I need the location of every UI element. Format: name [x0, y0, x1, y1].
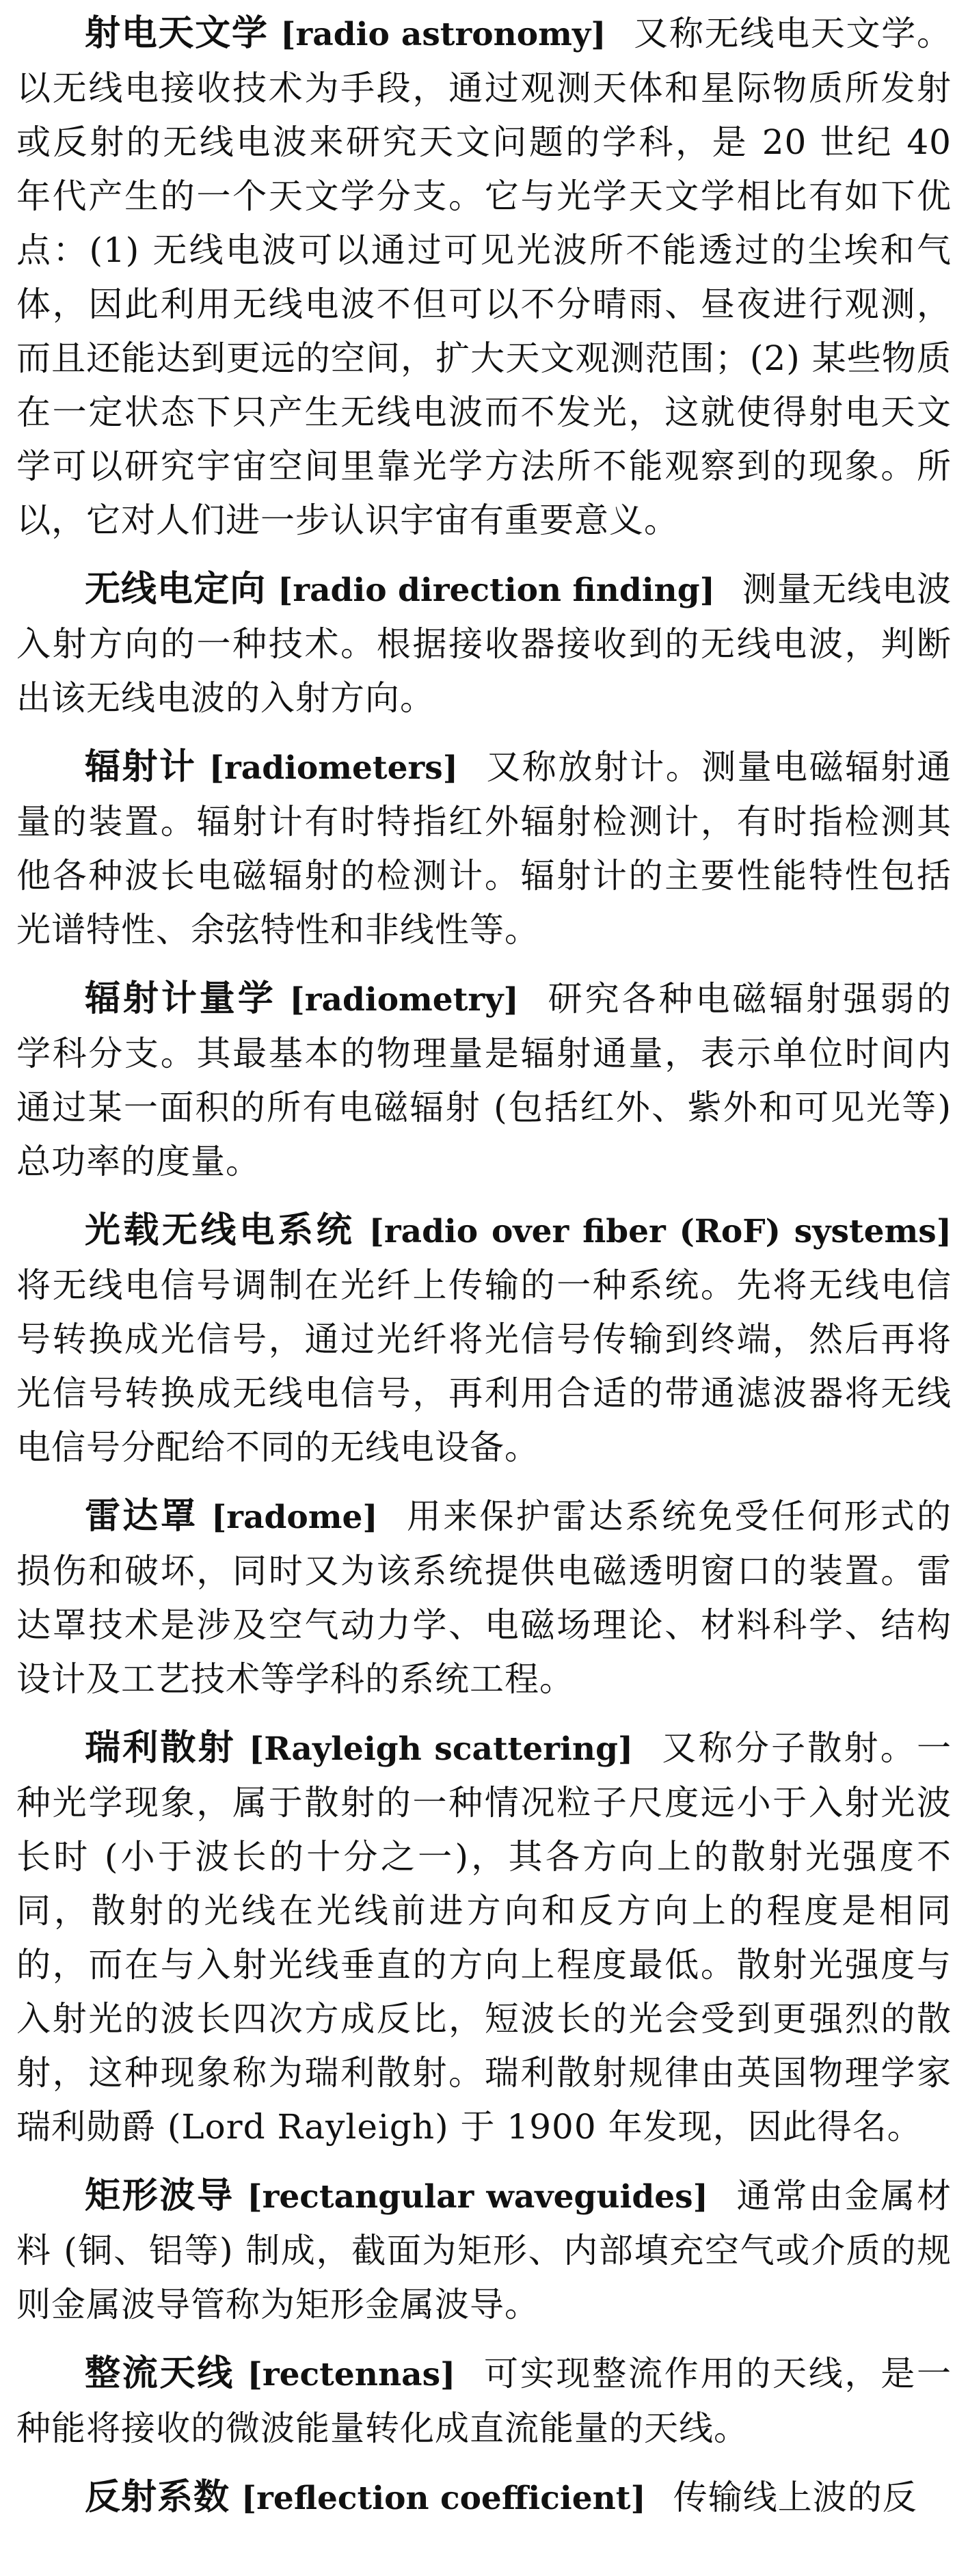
entry-rectangular-waveguides — [16, 2169, 952, 2332]
entry-english-term: [radome] — [211, 1499, 378, 1536]
entry-radio-astronomy — [16, 7, 952, 548]
entry-term: 光载无线电系统 — [85, 1210, 355, 1251]
entry-term: 射电天文学 — [85, 13, 269, 54]
entry-radome — [16, 1490, 952, 1706]
entry-term: 瑞利散射 — [85, 1728, 236, 1769]
entry-term: 辐射计量学 — [85, 978, 276, 1019]
entry-definition: 测量无线电波入射方向的一种技术。根据接收器接收到的无线电波，判断出该无线电波的入射方向。 — [16, 569, 952, 718]
entry-term: 反射系数 — [85, 2477, 230, 2518]
entry-english-term: [radiometry] — [289, 981, 519, 1019]
entry-english-term: [Rayleigh scattering] — [249, 1730, 634, 1768]
entry-term: 雷达罩 — [85, 1496, 198, 1537]
entry-definition: 研究各种电磁辐射强弱的学科分支。其最基本的物理量是辐射通量，表示单位时间内通过某一面积的所有电磁辐射 (包括红外、紫外和可见光等) 总功率的度量。 — [16, 979, 952, 1181]
entry-definition: 可实现整流作用的天线，是一种能将接收的微波能量转化成直流能量的天线。 — [16, 2354, 952, 2448]
entry-definition: 又称分子散射。一种光学现象，属于散射的一种情况粒子尺度远小于入射光波长时 (小于波长的十分之一)，其各方向上的散射光强度不同，散射的光线在光线前进方向和反方向上的程度是相同的，而在与入射光线垂直的方向上程度最低。散射光强度与入射光的波长四次方成反比，短波长的光会受到更强烈的散射，这种现象称为瑞利散射。瑞利散射规律由英国物理学家瑞利勋爵 (Lord Rayleigh) 于 1900 年发现，因此得名。 — [16, 1728, 952, 2147]
entry-radiometry — [16, 972, 952, 1189]
entry-radiometers — [16, 740, 952, 957]
entry-term: 整流天线 — [85, 2353, 234, 2394]
entry-english-term: [reflection coefficient] — [241, 2480, 646, 2517]
entry-english-term: [radiometers] — [209, 749, 458, 787]
entry-radio-over-fiber — [16, 1204, 952, 1475]
entry-definition: 通常由金属材料 (铜、铝等) 制成，截面为矩形、内部填充空气或介质的规则金属波导管称为矩形金属波导。 — [16, 2176, 952, 2324]
entry-english-term: [radio over fiber (RoF) systems] — [368, 1213, 952, 1250]
entry-definition: 将无线电信号调制在光纤上传输的一种系统。先将无线电信号转换成光信号，通过光纤将光信号传输到终端，然后再将光信号转换成无线电信号，再利用合适的带通滤波器将无线电信号分配给不同的无线电设备。 — [16, 1265, 952, 1467]
entry-definition: 又称放射计。测量电磁辐射通量的装置。辐射计有时特指红外辐射检测计，有时指检测其他各种波长电磁辐射的检测计。辐射计的主要性能特性包括光谱特性、余弦特性和非线性等。 — [16, 747, 952, 950]
entry-rectennas — [16, 2347, 952, 2456]
entry-reflection-coefficient — [16, 2471, 952, 2525]
entry-definition: 传输线上波的反 — [673, 2478, 917, 2517]
entry-english-term: [radio astronomy] — [280, 16, 606, 53]
entry-definition: 又称无线电天文学。以无线电接收技术为手段，通过观测天体和星际物质所发射或反射的无线电波来研究天文问题的学科，是 20 世纪 40 年代产生的一个天文学分支。它与光学天文学相比有如下优点：(1) 无线电波可以通过可见光波所不能透过的尘埃和气体，因此利用无线电波不但可以不分晴雨、昼夜进行观测，而且还能达到更远的空间，扩大天文观测范围；(2) 某些物质在一定状态下只产生无线电波而不发光，这就使得射电天文学可以研究宇宙空间里靠光学方法所不能观察到的现象。所以，它对人们进一步认识宇宙有重要意义。 — [16, 14, 952, 540]
entry-term: 矩形波导 — [85, 2175, 234, 2216]
entry-english-term: [rectangular waveguides] — [247, 2178, 708, 2216]
entry-rayleigh-scattering — [16, 1721, 952, 2154]
entry-definition: 用来保护雷达系统免受任何形式的损伤和破坏，同时又为该系统提供电磁透明窗口的装置。雷达罩技术是涉及空气动力学、电磁场理论、材料科学、结构设计及工艺技术等学科的系统工程。 — [16, 1497, 952, 1699]
entry-english-term: [rectennas] — [247, 2356, 456, 2393]
entry-term: 辐射计 — [85, 747, 197, 788]
entry-radio-direction-finding — [16, 563, 952, 725]
entry-term: 无线电定向 — [85, 569, 267, 610]
entry-english-term: [radio direction finding] — [278, 572, 715, 609]
